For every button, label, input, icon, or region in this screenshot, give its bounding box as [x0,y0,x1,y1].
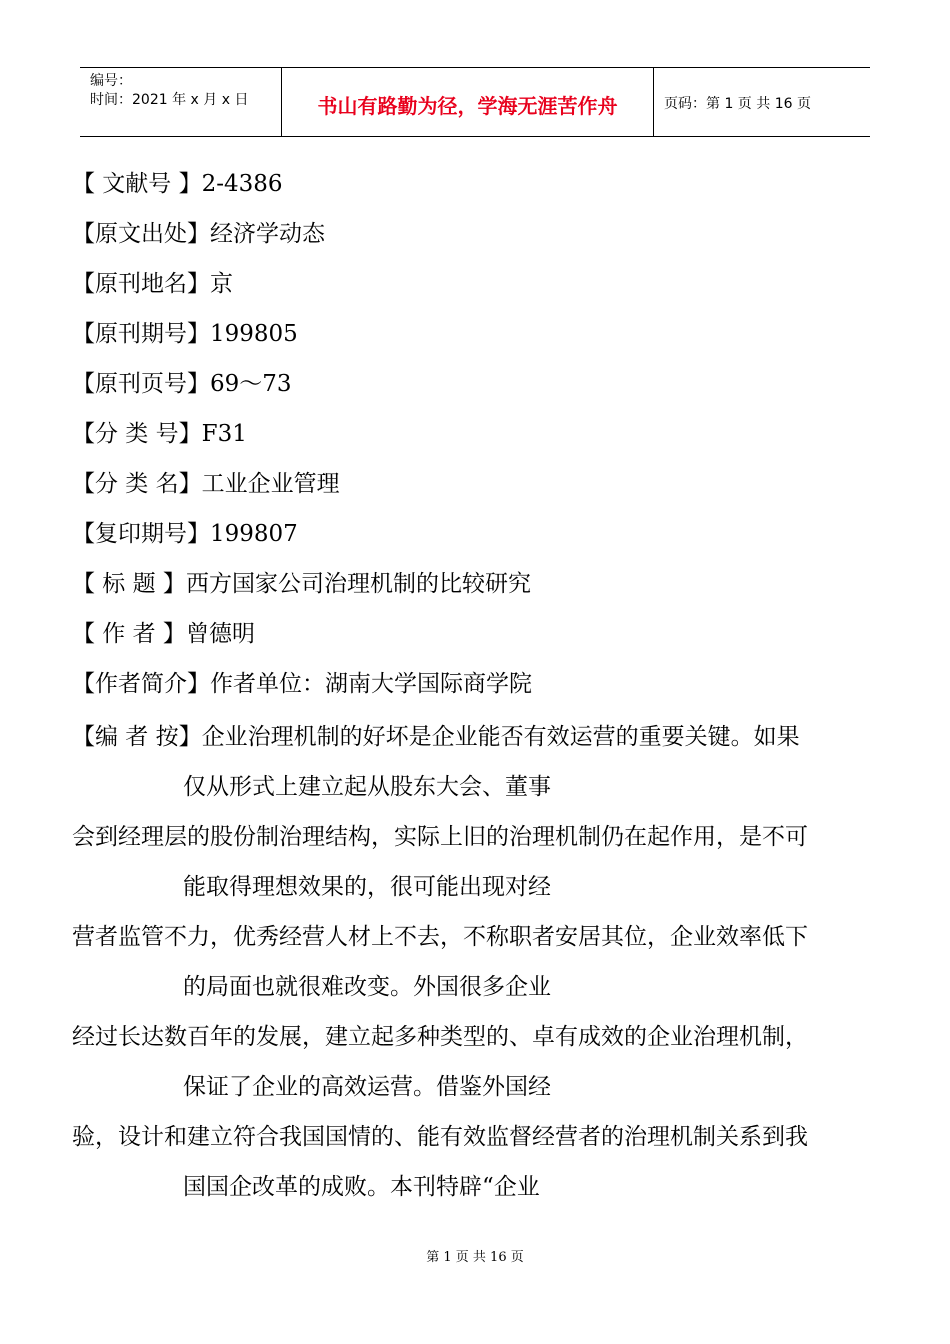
field-doc-number [72,162,912,212]
field-author-intro [72,662,912,712]
time-label: 时间：2021 年 x 月 x 日 [90,92,249,108]
field-value: 工业企业管理 [201,471,340,497]
editor-note-label: 【编 者 按】 [72,724,202,750]
field-value: 经济学动态 [210,221,325,247]
field-value: 69～73 [210,371,292,397]
field-source [72,212,912,262]
field-label: 【分 类 号】 [72,421,202,447]
field-label: 【原刊地名】 [72,271,210,297]
editor-note-line: 仅从形式上建立起从股东大会、董事 [183,774,551,800]
field-value: F31 [201,421,247,447]
editor-note-line: 保证了企业的高效运营。借鉴外国经 [183,1074,551,1100]
field-value: 西方国家公司治理机制的比较研究 [185,571,531,597]
editor-note-line: 会到经理层的股份制治理结构，实际上旧的治理机制仍在起作用，是不可 [72,824,808,850]
field-value: 作者单位：湖南大学国际商学院 [210,671,532,697]
editor-note-line: 营者监管不力，优秀经营人材上不去，不称职者安居其位，企业效率低下 [72,924,808,950]
field-label: 【原刊期号】 [72,321,210,347]
field-label: 【分 类 名】 [72,471,202,497]
footer-page-number: 第 1 页 共 16 页 [426,1250,524,1265]
field-value: 199807 [210,521,298,547]
header-motto-cell [282,68,654,136]
editor-note-line: 国国企改革的成败。本刊特辟“企业 [183,1174,540,1200]
field-reprint-issue [72,512,912,562]
field-label: 【原刊页号】 [72,371,210,397]
editor-note-line [72,712,912,762]
field-value: 2-4386 [201,171,283,197]
page-info: 页码：第 1 页 共 16 页 [664,96,811,112]
field-label: 【复印期号】 [72,521,210,547]
field-title [72,562,912,612]
header-page-cell [654,68,870,136]
field-label: 【 作 者 】 [72,621,186,647]
field-label: 【 文献号 】 [72,171,202,197]
field-value: 京 [210,271,233,297]
field-class-name [72,462,912,512]
editor-note [72,712,912,1212]
field-issue [72,312,912,362]
field-label: 【作者简介】 [72,671,210,697]
field-value: 199805 [210,321,298,347]
field-value: 曾德明 [185,621,255,647]
editor-note-text: 企业治理机制的好坏是企业能否有效运营的重要关键。如果 [201,724,800,750]
field-label: 【 标 题 】 [72,571,186,597]
field-label: 【原文出处】 [72,221,210,247]
field-author [72,612,912,662]
editor-note-line: 经过长达数百年的发展，建立起多种类型的、卓有成效的企业治理机制， [72,1024,808,1050]
document-header [80,67,870,137]
page-footer [0,1246,950,1265]
document-body [72,162,912,1212]
field-class-number [72,412,912,462]
field-pages [72,362,912,412]
number-label: 编号： [90,73,132,89]
field-place [72,262,912,312]
motto-text: 书山有路勤为径，学海无涯苦作舟 [317,93,618,118]
editor-note-line: 验，设计和建立符合我国国情的、能有效监督经营者的治理机制关系到我 [72,1124,808,1150]
editor-note-line: 的局面也就很难改变。外国很多企业 [183,974,551,1000]
header-meta-cell [80,68,282,136]
editor-note-line: 能取得理想效果的，很可能出现对经 [183,874,551,900]
